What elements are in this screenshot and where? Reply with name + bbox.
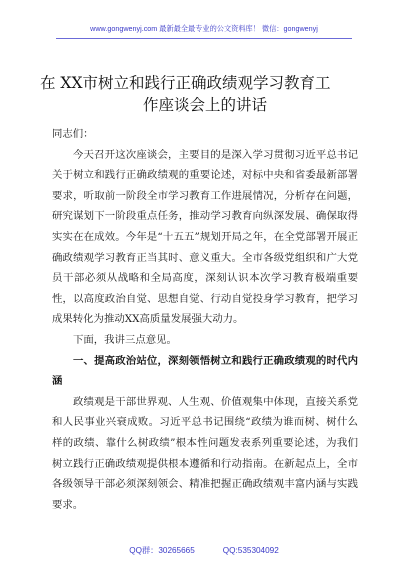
- title-line-2: 作座谈会上的讲话: [142, 96, 267, 114]
- paragraph-3: 政绩观是干部世界观、人生观、价值观集中体现，直接关系党和人民事业兴衰成败。习近平总书记围绕“政绩为谁而树、树什么样的政绩、靠什么树政绩”根本性问题发表系列重要论述，为我们树立践行正确政绩观提供根本遵循和行动指南。在新起点上，全市各级领导干部必须深刻领会、精准把握正确政绩观丰富内涵与实践要求。: [52, 395, 358, 511]
- footer-qq: QQ:535304092: [222, 546, 279, 555]
- header-text: www.gongwenyj.com 最新最全最专业的公文资料库！ 微信：gongwenyj: [90, 24, 318, 33]
- document-title: [40, 72, 370, 116]
- document-body: [52, 124, 358, 515]
- page-header: [0, 24, 408, 34]
- greeting: 同志们：: [52, 128, 94, 140]
- paragraph-1: 今天召开这次座谈会，主要目的是深入学习贯彻习近平总书记关于树立和践行正确政绩观的重要论述，对标中央和省委最新部署要求，听取前一阶段全市学习教育工作进展情况，分析存在问题，研究谋划下一阶段重点任务，推动学习教育向纵深发展、确保取得实实在在成效。今年是“十五五”规划开局之年，在全党部署开展正确政绩观学习教育正当其时、意义重大。全市各级党组织和广大党员干部必须从战略和全局高度，深刻认识本次学习教育极端重要性，以高度政治自觉、思想自觉、行动自觉投身学习教育，把学习成果转化为推动XX高质量发展强大动力。: [52, 148, 358, 326]
- header-divider: [56, 38, 352, 39]
- title-line-1: 在 XX市树立和践行正确政绩观学习教育工: [40, 74, 331, 92]
- section-heading-1: 一、提高政治站位，深刻领悟树立和践行正确政绩观的时代内涵: [52, 354, 358, 388]
- page-footer: [0, 545, 408, 556]
- footer-qq-group: QQ群：30265665: [129, 546, 195, 555]
- paragraph-2: 下面，我讲三点意见。: [73, 333, 177, 346]
